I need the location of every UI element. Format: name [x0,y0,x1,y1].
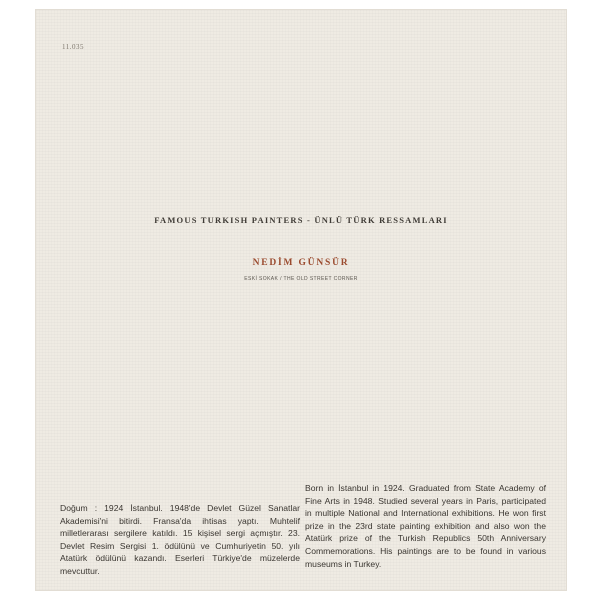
artist-name: NEDİM GÜNSÜR [252,258,350,268]
catalog-number: 11.035 [62,43,84,51]
artwork-title: ESKİ SOKAK / THE OLD STREET CORNER [244,276,358,282]
english-biography: Born in İstanbul in 1924. Graduated from State Academy of Fine Arts in 1948. Studied several years in Paris, participated in multiple National and International exhibitions. He won first prize in the 23rd state painting exhibition and also won the Atatürk prize of the Turkish Republics 50th Anniversary Commemorations. His paintings are to be found in various museums in Turkey. [305,483,546,569]
turkish-biography: Doğum : 1924 İstanbul. 1948'de Devlet Güzel Sanatlar Akademisi'ni bitirdi. Fransa'da ihtisas yaptı. Muhtelif milletlerarası sergilere katıldı. 15 kişisel sergi açmıştır. 23. Devlet Resim Sergisi 1. ödülünü ve Cumhuriyetin 50. yılı Atatürk ödülünü kazandı. Eserleri Türkiye'de müzelerde mevcuttur. [60,503,300,576]
series-title: FAMOUS TURKISH PAINTERS - ÜNLÜ TÜRK RESSAMLARI [154,215,448,225]
postcard-back [36,10,566,590]
